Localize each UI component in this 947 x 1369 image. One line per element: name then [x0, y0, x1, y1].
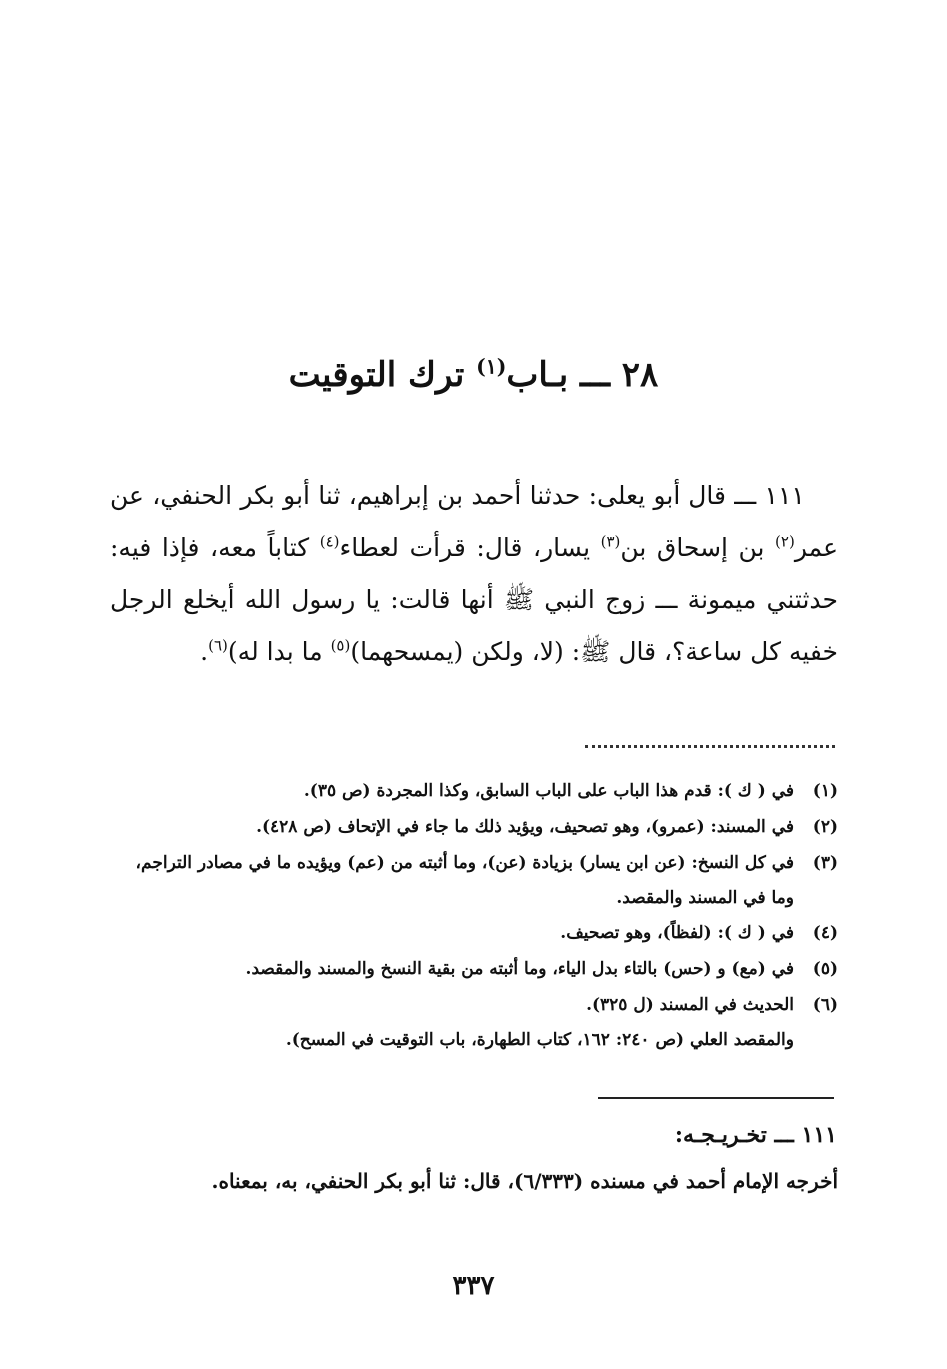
footnote-2	[110, 809, 838, 845]
hadith-segment-1: قال أبو يعلى: حدثنا أحمد بن إبراهيم، ثنا أبو بكر الحنفي، عن عمر	[110, 481, 838, 562]
footnote-number: (٦)	[812, 995, 838, 1015]
footnote-text: في (مع) و (حس) بالتاء بدل الياء، وما أثبته من بقية النسخ والمسند والمقصد.	[245, 959, 794, 979]
footnote-5	[110, 951, 838, 987]
takhrij-text: أخرجه الإمام أحمد في مسنده (٦/٣٣٣)، قال: ثنا أبو بكر الحنفي، به، بمعناه.	[211, 1169, 838, 1193]
chapter-footnote-ref: (١)	[476, 354, 507, 379]
chapter-subject: ترك التوقيت	[288, 355, 465, 395]
footnote-text: في ( ك ): قدم هذا الباب على الباب السابق، وكذا المجردة (ص ٣٥).	[303, 781, 794, 801]
footnote-6	[110, 987, 838, 1057]
hadith-segment-5: ما بدا له)	[227, 637, 323, 666]
footnote-text: الحديث في المسند (ل ٣٢٥).	[586, 995, 794, 1015]
chapter-number: ٢٨	[621, 355, 659, 395]
chapter-dash: ـــ	[580, 355, 610, 395]
chapter-title	[0, 345, 947, 405]
footnote-ref-6: (٦)	[208, 636, 228, 655]
footnote-3	[110, 845, 838, 915]
hadith-segment-4: كتاباً معه، فإذا فيه: حدثتني ميمونة ـــ زوج النبي ﷺ أنها قالت: يا رسول الله أيخلع الرجل خفيه كل ساعة؟، قال ﷺ: (لا، ولكن (يمسحهما)	[110, 533, 838, 666]
footnote-4	[110, 915, 838, 951]
footnote-ref-2: (٢)	[775, 532, 795, 551]
footnote-ref-4: (٤)	[319, 532, 340, 551]
takhrij-heading: ١١١ ـــ تخـريـجـه:	[674, 1122, 837, 1148]
footnote-number: (٣)	[812, 853, 838, 873]
hadith-text	[110, 470, 838, 678]
chapter-word: بـاب	[506, 355, 569, 395]
footnote-continuation: وما في المسند والمقصد.	[616, 888, 794, 908]
hadith-segment-2: بن إسحاق بن	[620, 533, 765, 562]
footnote-text: في كل النسخ: (عن ابن يسار) بزيادة (عن)، وما أثبته من (عم) ويؤيده ما في مصادر التراجم،	[135, 853, 794, 873]
hadith-paragraph	[110, 470, 838, 678]
footnote-ref-5: (٥)	[330, 636, 351, 655]
footnote-1	[110, 773, 838, 809]
footnote-text: في المسند: (عمرو)، وهو تصحيف، ويؤيد ذلك ما جاء في الإتحاف (ص ٤٢٨).	[256, 817, 794, 837]
footnote-number: (٥)	[812, 959, 838, 979]
footnote-ref-3: (٣)	[600, 532, 621, 551]
footnotes	[110, 773, 838, 1057]
footnote-number: (١)	[812, 781, 838, 801]
footnote-number: (٤)	[812, 923, 838, 943]
hadith-dash: ـــ	[734, 481, 757, 510]
hadith-segment-6: .	[200, 637, 209, 666]
footnote-text: في ( ك ): (لفظاً)، وهو تصحيف.	[560, 923, 794, 943]
hadith-segment-3: يسار، قال: قرأت لعطاء	[339, 533, 591, 562]
footnote-continuation: والمقصد العلي (ص ٢٤٠: ١٦٢، كتاب الطهارة، باب التوقيت في المسح).	[285, 1030, 794, 1050]
footnote-number: (٢)	[812, 817, 838, 837]
footnote-separator	[585, 745, 835, 748]
page-number: ٣٣٧	[452, 1271, 495, 1301]
section-separator	[598, 1097, 834, 1099]
hadith-number: ١١١	[764, 481, 805, 510]
